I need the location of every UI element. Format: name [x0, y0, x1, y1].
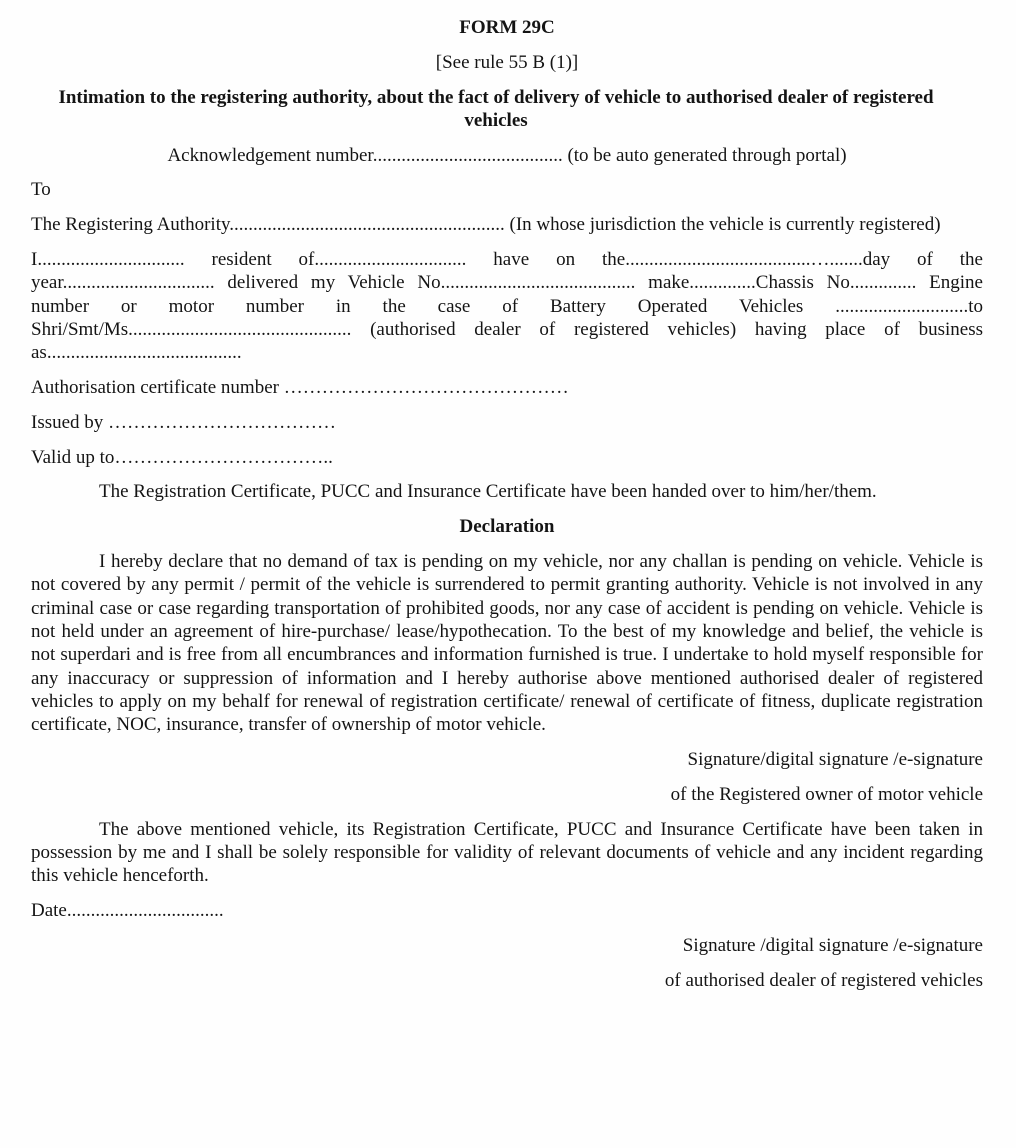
date-line: Date................................. — [31, 899, 224, 921]
possession-paragraph: The above mentioned vehicle, its Registration Certificate, PUCC and Insurance Certificate have been taken in possession by me and I shall be solely responsible for validity of relevant documents of vehicle and any incident regarding this vehicle henceforth. — [31, 818, 983, 887]
rule-reference: [See rule 55 B (1)] — [435, 51, 579, 73]
form-title: FORM 29C — [459, 17, 555, 38]
owner-signature-line: Signature/digital signature /e-signature — [687, 748, 983, 770]
authorisation-certificate-line: Authorisation certificate number ……………………………………… — [31, 377, 569, 399]
delivery-paragraph: I............................... resident of................................ have on the.......................................….......day of the year................................ delivered my Vehicle No......................................... make..............Chassis No.............. Engine number or motor number in the case of Battery Operated Vehicles ............................to Shri/Smt/Ms............................................... (authorised dealer of registered vehicles) having place of business as......................................... — [31, 249, 983, 364]
declaration-paragraph: I hereby declare that no demand of tax is pending on my vehicle, nor any challan is pending on vehicle. Vehicle is not covered by any permit / permit of the vehicle is surrendered to permit granting authority. Vehicle is not involved in any criminal case or case regarding transportation of prohibited goods, nor any case of accident is pending on vehicle. Vehicle is not held under an agreement of hire-purchase/ lease/hypothecation. To the best of my knowledge and belief, the vehicle is not superdari and is free from all encumbrances and information furnished is true. I undertake to hold myself responsible for any inaccuracy or suppression of information and I hereby authorise above mentioned authorised dealer of registered vehicles to apply on my behalf for renewal of registration certificate/ renewal of certificate of fitness, duplicate registration certificate, NOC, insurance, transfer of ownership of motor vehicle. — [31, 551, 983, 736]
issued-by-line: Issued by ……………………………… — [31, 411, 337, 433]
form-heading: Intimation to the registering authority, about the fact of delivery of vehicle to authorised dealer of registered vehicles — [58, 86, 934, 131]
dealer-signature-caption: of authorised dealer of registered vehicles — [664, 969, 983, 991]
valid-up-to-line: Valid up to…………………………….. — [31, 446, 333, 468]
handed-over-line: The Registration Certificate, PUCC and Insurance Certificate have been handed over to him/her/them. — [99, 481, 877, 503]
dealer-signature-line: Signature /digital signature /e-signature — [682, 934, 983, 956]
salutation: To — [31, 179, 51, 201]
acknowledgement-line: Acknowledgement number........................................ (to be auto generated through portal) — [167, 144, 847, 166]
owner-signature-caption: of the Registered owner of motor vehicle — [670, 783, 983, 805]
authority-paragraph: The Registering Authority.......................................................... (In whose jurisdiction the vehicle is currently registered) — [31, 214, 941, 236]
declaration-heading: Declaration — [459, 516, 555, 538]
